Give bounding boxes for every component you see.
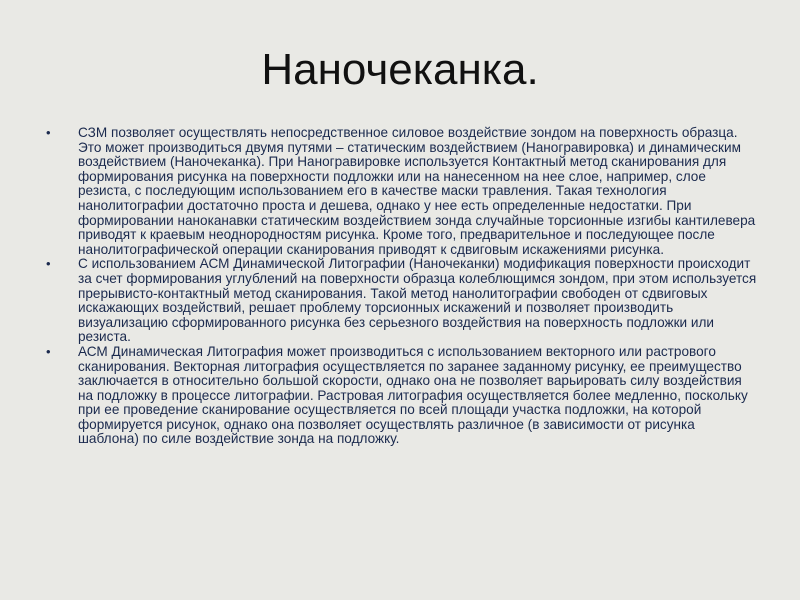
bullet-text: С использованием АСМ Динамической Литографии (Наночеканки) модификация поверхности происходит за счет формирования углублений на поверхности образца колеблющимся зондом, при этом используется прерывисто-контактный метод сканирования. Такой метод нанолитографии свободен от сдвиговых искажающих воздействий, решает проблему торсионных искажений и позволяет производить визуализацию сформированного рисунка без серьезного воздействия на поверхность подложки или резиста. [78,256,757,345]
bullet-icon: • [46,256,51,272]
bullet-text: СЗМ позволяет осуществлять непосредственное силовое воздействие зондом на поверхность образца. Это может производиться двумя путями – статическим воздействием (Наногравировка) и динамическим воздействием (Наночеканка). При Наногравировке используется Контактный метод сканирования для формирования рисунка на поверхности подложки или на нанесенном на нее слое, например, слое резиста, с последующим использованием его в качестве маски травления. Такая технология нанолитографии достаточно проста и дешева, однако у нее есть определенные недостатки. При формировании наноканавки статическим воздействием зонда случайные торсионные изгибы кантилевера приводят к краевым неоднородностям рисунка. Кроме того, предварительное и последующее после нанолитографической операции сканирования приводят к сдвиговым искажениями рисунка. [78,125,756,257]
bullet-item [46,345,758,447]
bullet-item [46,257,758,345]
bullet-icon: • [46,125,51,140]
bullet-item [46,126,758,257]
slide-title: Наночеканка. [261,45,539,94]
bullet-icon: • [46,343,51,359]
bullet-list [46,126,758,447]
bullet-text: АСМ Динамическая Литография может производиться с использованием векторного или растрового сканирования. Векторная литография осуществляется по заранее заданному рисунку, ее преимущество заключается в относительно большой скорости, однако она не позволяет варьировать силу воздействия на подложку в процессе литографии. Растровая литография осуществляется более медленно, поскольку при ее проведение сканирование осуществляется по всей площади участка подложки, на которой формируется рисунок, однако она позволяет осуществлять различное (в зависимости от рисунка шаблона) по силе воздействие зонда на подложку. [78,343,748,447]
